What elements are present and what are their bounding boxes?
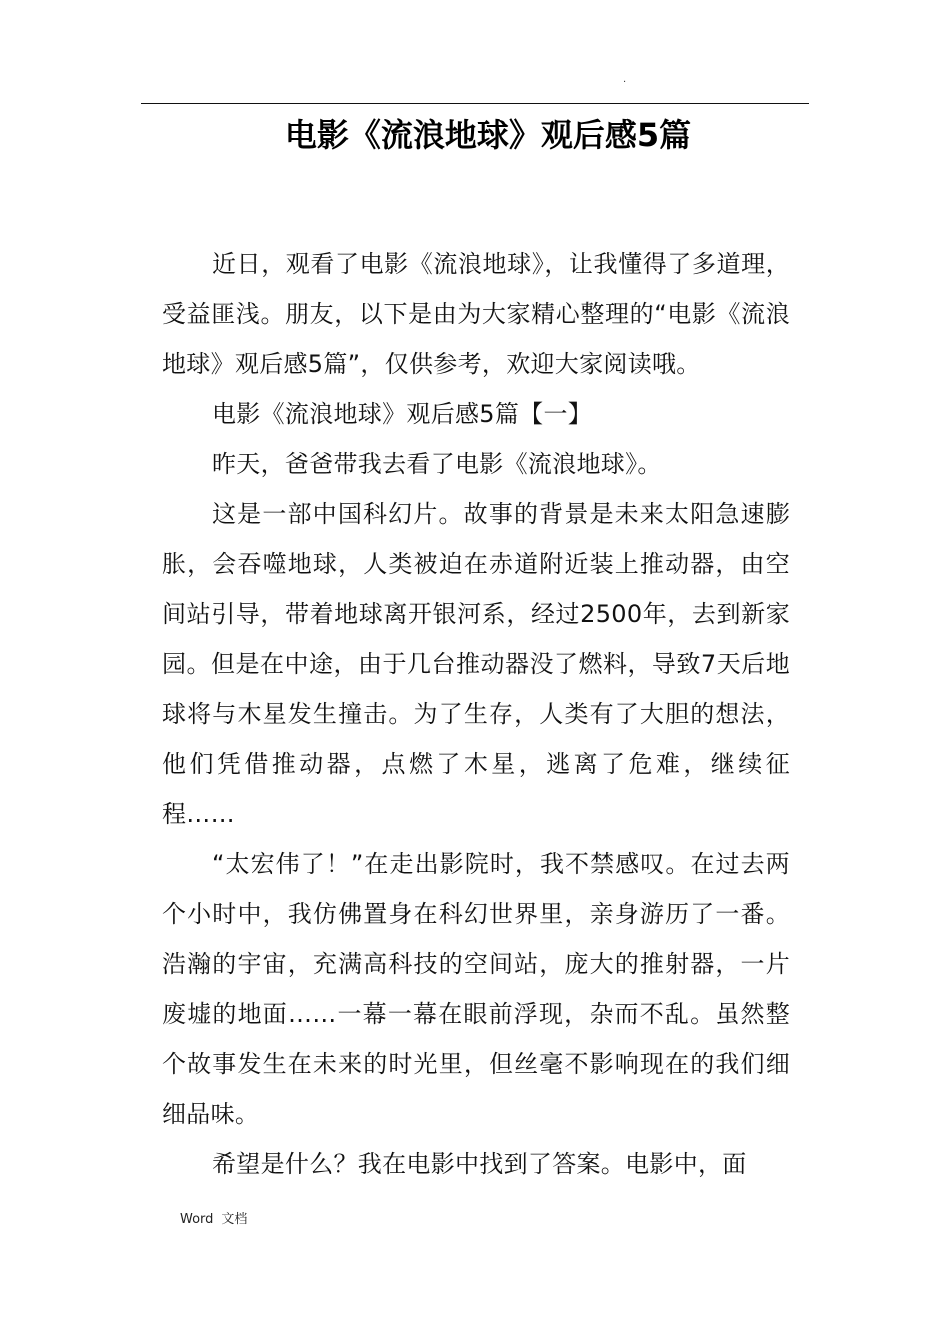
body-paragraph: 希望是什么？我在电影中找到了答案。电影中，面 bbox=[212, 1150, 747, 1178]
section-heading: 电影《流浪地球》观后感5篇【一】 bbox=[212, 400, 593, 428]
footer-app-name: Word bbox=[180, 1212, 214, 1227]
document-body bbox=[162, 239, 790, 1189]
intro-paragraph: 近日，观看了电影《流浪地球》，让我懂得了多道理，受益匪浅。朋友，以下是由为大家精心整理的“电影《流浪地球》观后感5篇”，仅供参考，欢迎大家阅读哦。 bbox=[162, 250, 790, 378]
body-paragraph: 这是一部中国科幻片。故事的背景是未来太阳急速膨胀，会吞噬地球，人类被迫在赤道附近装上推动器，由空间站引导，带着地球离开银河系，经过2500年，去到新家园。但是在中途，由于几台推动器没了燃料，导致7天后地球将与木星发生撞击。为了生存，人类有了大胆的想法，他们凭借推动器，点燃了木星，逃离了危难，继续征程…… bbox=[162, 500, 790, 828]
body-paragraph: 昨天，爸爸带我去看了电影《流浪地球》。 bbox=[212, 450, 662, 478]
header-mark: . bbox=[623, 74, 627, 85]
footer-doc-label: 文档 bbox=[221, 1212, 248, 1227]
document-title: 电影《流浪地球》观后感5篇 bbox=[284, 116, 692, 154]
body-paragraph: “太宏伟了！”在走出影院时，我不禁感叹。在过去两个小时中，我仿佛置身在科幻世界里，亲身游历了一番。浩瀚的宇宙，充满高科技的空间站，庞大的推射器，一片废墟的地面……一幕一幕在眼前浮现，杂而不乱。虽然整个故事发生在未来的时光里，但丝毫不影响现在的我们细细品味。 bbox=[162, 850, 790, 1128]
page-footer bbox=[180, 1210, 247, 1230]
header-divider bbox=[141, 103, 809, 104]
